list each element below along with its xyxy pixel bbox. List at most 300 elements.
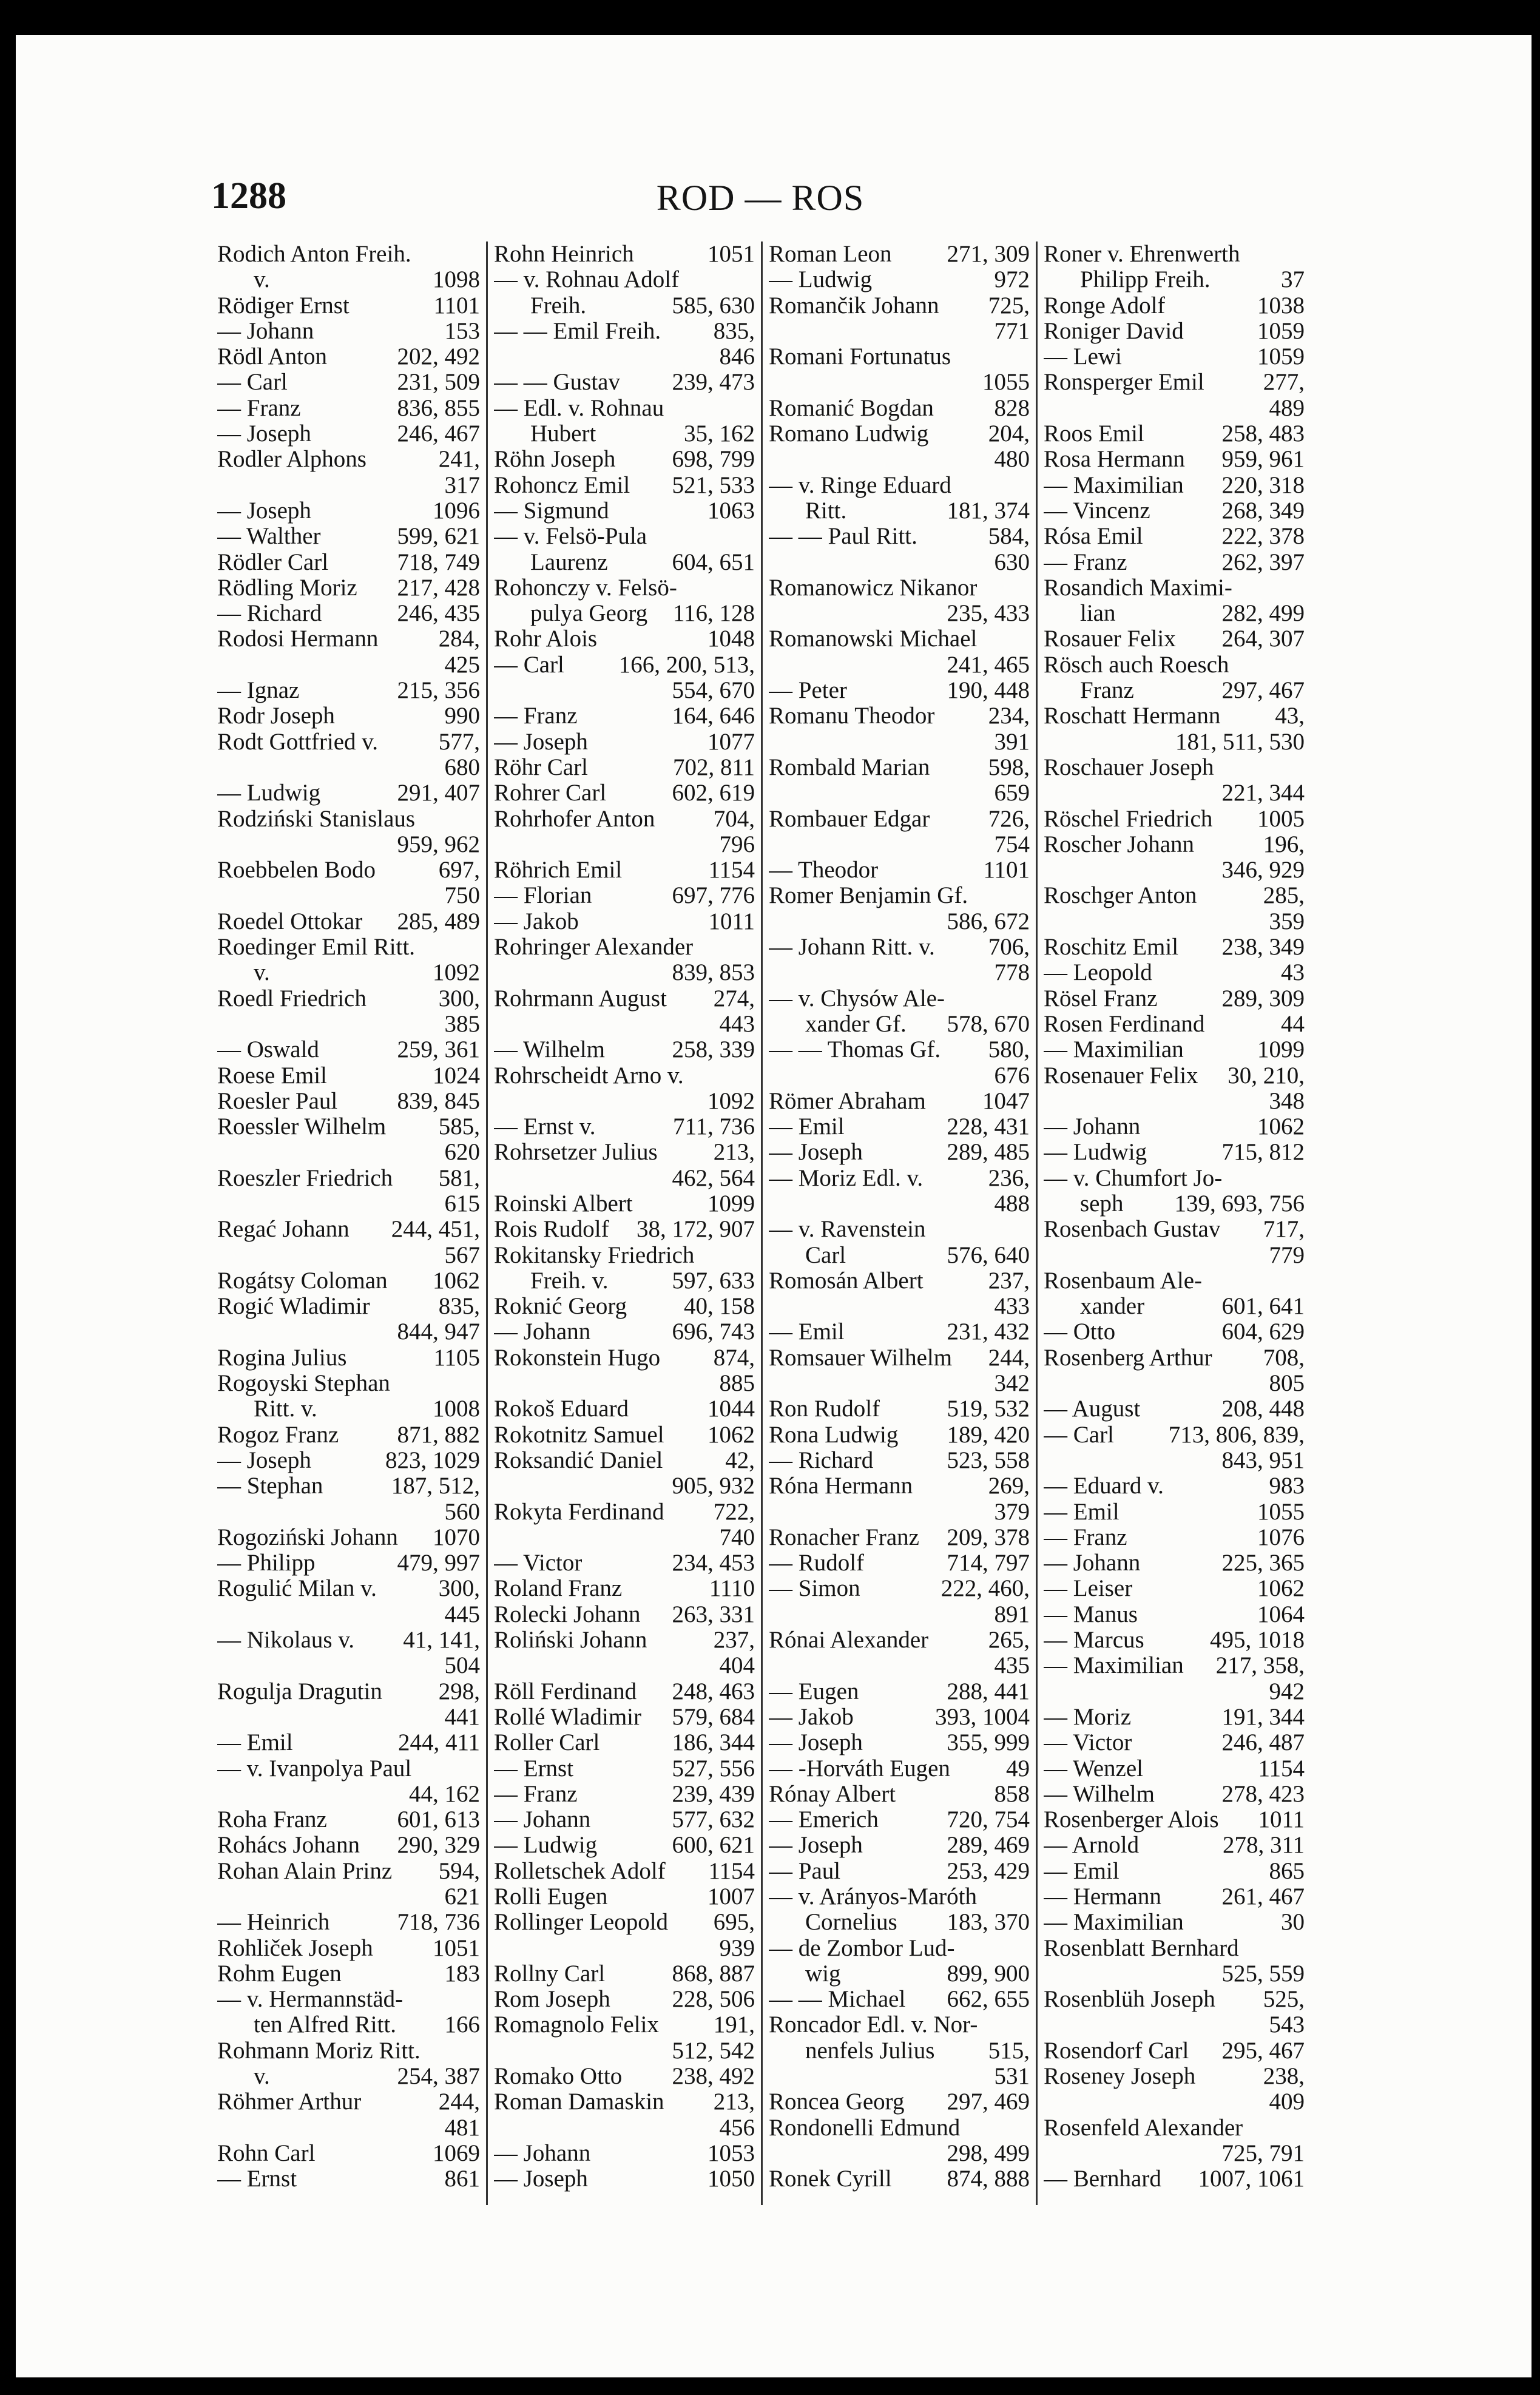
entry-page-refs: 300, <box>438 985 480 1012</box>
entry-name: Rösch auch Roesch <box>1044 652 1229 678</box>
index-entry-line <box>1044 447 1305 472</box>
entry-page-refs: 254, 387 <box>397 2064 480 2090</box>
index-entry-line <box>494 1371 755 1396</box>
entry-name: Regać Johann <box>217 1217 350 1243</box>
entry-page-refs: 239, 439 <box>672 1781 755 1807</box>
index-entry-line <box>769 1936 1030 1961</box>
entry-name: — Sigmund <box>494 498 609 524</box>
index-entry-line <box>769 1037 1030 1062</box>
entry-page-refs: 523, 558 <box>947 1447 1030 1473</box>
entry-name: Ronge Adolf <box>1044 292 1166 319</box>
entry-page-refs: 1062 <box>1257 1114 1305 1140</box>
index-entry-line <box>1044 1037 1305 1062</box>
entry-page-refs: 858 <box>994 1781 1030 1807</box>
index-entry-line <box>769 1191 1030 1217</box>
index-entry-line <box>217 242 480 267</box>
entry-page-refs: 263, 331 <box>672 1601 755 1627</box>
entry-name: Rohrhofer Anton <box>494 806 655 832</box>
entry-page-refs: 495, 1018 <box>1210 1627 1305 1654</box>
entry-page-refs: 488 <box>994 1191 1030 1217</box>
entry-page-refs: 585, 630 <box>672 292 755 319</box>
entry-name: Roebbelen Bodo <box>217 857 376 883</box>
index-entry-line <box>494 242 755 267</box>
index-entry-line <box>217 1833 480 1858</box>
entry-page-refs: 42, <box>725 1447 755 1473</box>
index-entry-line <box>1044 1833 1305 1858</box>
entry-name: Röhmer Arthur <box>217 2089 362 2115</box>
entry-name: Rosandich Maximi- <box>1044 575 1232 601</box>
index-entry-line <box>1044 1063 1305 1089</box>
entry-name: Ritt. v. <box>254 1396 317 1422</box>
entry-page-refs: 181, 374 <box>947 498 1030 524</box>
index-entry-line <box>494 2038 755 2064</box>
entry-name: Roman Leon <box>769 242 892 267</box>
entry-page-refs: 600, 621 <box>672 1833 755 1859</box>
index-entry-line <box>494 1499 755 1525</box>
index-entry-line <box>1044 1448 1305 1473</box>
entry-page-refs: 290, 329 <box>397 1833 480 1859</box>
entry-page-refs: 1044 <box>708 1396 755 1422</box>
entry-page-refs: 615 <box>444 1191 480 1217</box>
index-entry-line <box>769 1704 1030 1730</box>
entry-name: — Ludwig <box>494 1833 598 1859</box>
entry-page-refs: 1062 <box>708 1422 755 1448</box>
entry-name: Roinski Albert <box>494 1191 633 1217</box>
index-entry-line <box>217 729 480 755</box>
index-entry-line <box>769 2064 1030 2089</box>
index-entry-line <box>769 755 1030 780</box>
entry-page-refs: 1069 <box>433 2140 480 2166</box>
entry-page-refs: 1007, 1061 <box>1198 2166 1305 2192</box>
entry-page-refs: 225, 365 <box>1221 1550 1305 1576</box>
entry-name: — Joseph <box>217 421 311 447</box>
entry-page-refs: 891 <box>994 1601 1030 1627</box>
entry-name: Rollny Carl <box>494 1961 606 1987</box>
index-entry-line <box>494 344 755 370</box>
entry-name: Rosenblüh Joseph <box>1044 1987 1215 2013</box>
entry-page-refs: 342 <box>994 1371 1030 1397</box>
entry-name: — — Michael <box>769 1987 906 2013</box>
entry-page-refs: 289, 309 <box>1221 985 1305 1012</box>
index-entry-line <box>769 806 1030 832</box>
entry-page-refs: 601, 641 <box>1221 1294 1305 1320</box>
index-entry-line <box>217 626 480 652</box>
index-entry-line <box>217 1012 480 1037</box>
index-entry-line <box>494 1089 755 1114</box>
entry-name: — Emerich <box>769 1807 879 1833</box>
entry-page-refs: 696, 743 <box>672 1319 755 1345</box>
entry-page-refs: 899, 900 <box>947 1961 1030 1987</box>
entry-name: — Joseph <box>217 498 311 524</box>
index-entry-line <box>1044 421 1305 447</box>
entry-page-refs: 246, 467 <box>397 421 480 447</box>
entry-page-refs: 181, 511, 530 <box>1175 729 1305 755</box>
entry-page-refs: 871, 882 <box>397 1422 480 1448</box>
index-column-2 <box>486 242 761 2205</box>
index-entry-line <box>769 1807 1030 1833</box>
entry-name: — v. Hermannstäd- <box>217 1987 404 2013</box>
entry-name: — — Thomas Gf. <box>769 1037 941 1063</box>
entry-name: — Ernst v. <box>494 1114 596 1140</box>
page-header <box>211 175 1309 223</box>
entry-page-refs: 189, 420 <box>947 1422 1030 1448</box>
entry-name: Rombald Marian <box>769 754 930 780</box>
index-entry-line <box>1044 601 1305 626</box>
entry-name: Roner v. Ehrenwerth <box>1044 242 1240 267</box>
index-entry-line <box>494 319 755 344</box>
entry-name: Romosán Albert <box>769 1268 924 1294</box>
entry-name: Ronek Cyrill <box>769 2166 892 2192</box>
index-entry-line <box>494 524 755 549</box>
entry-page-refs: 1098 <box>433 267 480 293</box>
entry-page-refs: 288, 441 <box>947 1678 1030 1704</box>
entry-name: — Eugen <box>769 1678 859 1704</box>
entry-name: Röhr Carl <box>494 754 588 780</box>
index-entry-line <box>217 1371 480 1396</box>
entry-name: Rokonstein Hugo <box>494 1345 661 1371</box>
index-entry-line <box>1044 2166 1305 2192</box>
entry-name: Freih. <box>530 292 587 319</box>
entry-page-refs: 578, 670 <box>947 1011 1030 1037</box>
index-entry-line <box>494 1243 755 1268</box>
entry-page-refs: 278, 311 <box>1222 1833 1305 1859</box>
entry-name: Rosenbaum Ale- <box>1044 1268 1203 1294</box>
entry-name: Roncea Georg <box>769 2089 905 2115</box>
entry-name: Rolletschek Adolf <box>494 1858 666 1884</box>
entry-page-refs: 244, <box>988 1345 1030 1371</box>
entry-page-refs: 237, <box>988 1268 1030 1294</box>
index-entry-line <box>217 524 480 549</box>
entry-page-refs: 241, <box>438 447 480 473</box>
index-entry-line <box>494 473 755 498</box>
index-entry-line <box>1044 806 1305 832</box>
index-entry-line <box>494 678 755 703</box>
entry-page-refs: 289, 469 <box>947 1833 1030 1859</box>
index-entry-line <box>769 447 1030 472</box>
index-entry-line <box>217 1037 480 1062</box>
entry-name: Rombauer Edgar <box>769 806 930 832</box>
entry-page-refs: 289, 485 <box>947 1140 1030 1166</box>
entry-page-refs: 41, 141, <box>403 1627 480 1654</box>
entry-page-refs: 166, 200, 513, <box>618 652 755 678</box>
entry-page-refs: 489 <box>1269 395 1305 421</box>
index-entry-line <box>769 1884 1030 1910</box>
index-entry-line <box>217 780 480 806</box>
entry-name: Roschger Anton <box>1044 883 1197 909</box>
index-entry-line <box>494 1063 755 1089</box>
index-entry-line <box>217 550 480 575</box>
entry-name: Rosenberger Alois <box>1044 1807 1219 1833</box>
entry-page-refs: 222, 460, <box>941 1576 1030 1602</box>
entry-name: Roedl Friedrich <box>217 985 366 1012</box>
entry-page-refs: 939 <box>719 1935 755 1961</box>
entry-page-refs: 355, 999 <box>947 1730 1030 1756</box>
index-entry-line <box>494 1807 755 1833</box>
index-entry-line <box>1044 1679 1305 1704</box>
index-entry-line <box>217 960 480 985</box>
entry-page-refs: 456 <box>719 2115 755 2141</box>
index-entry-line <box>1044 1140 1305 1165</box>
index-entry-line <box>769 1166 1030 1191</box>
index-entry-line <box>494 293 755 319</box>
index-entry-line <box>1044 498 1305 524</box>
index-entry-line <box>769 2141 1030 2166</box>
entry-page-refs: 38, 172, 907 <box>637 1217 755 1243</box>
index-entry-line <box>494 1884 755 1910</box>
entry-name: — Emil <box>769 1114 845 1140</box>
entry-name: Rosauer Felix <box>1044 626 1176 652</box>
entry-page-refs: 238, 492 <box>672 2064 755 2090</box>
index-entry-line <box>1044 1653 1305 1678</box>
index-entry-line <box>1044 1627 1305 1653</box>
index-entry-line <box>217 1782 480 1807</box>
entry-page-refs: 711, 736 <box>672 1114 755 1140</box>
entry-name: — Philipp <box>217 1550 316 1576</box>
entry-page-refs: 209, 378 <box>947 1524 1030 1550</box>
entry-page-refs: 580, <box>988 1037 1030 1063</box>
index-entry-line <box>494 1576 755 1601</box>
index-entry-line <box>217 1499 480 1525</box>
index-entry-line <box>217 1268 480 1294</box>
entry-page-refs: 599, 621 <box>397 524 480 550</box>
entry-name: — Eduard v. <box>1044 1473 1164 1499</box>
entry-page-refs: 291, 407 <box>397 780 480 806</box>
index-columns <box>211 242 1311 2205</box>
entry-name: Rodr Joseph <box>217 703 335 729</box>
entry-page-refs: 213, <box>713 2089 755 2115</box>
entry-name: Rosenblatt Bernhard <box>1044 1935 1239 1961</box>
entry-name: — Johann <box>494 1319 591 1345</box>
entry-page-refs: 258, 483 <box>1221 421 1305 447</box>
index-entry-line <box>217 1884 480 1910</box>
index-entry-line <box>1044 1396 1305 1422</box>
entry-page-refs: 282, 499 <box>1221 601 1305 627</box>
index-entry-line <box>1044 626 1305 652</box>
index-entry-line <box>1044 986 1305 1012</box>
entry-page-refs: 865 <box>1269 1858 1305 1884</box>
index-entry-line <box>769 1602 1030 1627</box>
index-entry-line <box>217 652 480 678</box>
index-entry-line <box>1044 755 1305 780</box>
entry-page-refs: 525, <box>1263 1987 1305 2013</box>
entry-name: Rohliček Joseph <box>217 1935 373 1961</box>
entry-name: — Carl <box>1044 1422 1114 1448</box>
entry-page-refs: 1110 <box>709 1576 755 1602</box>
entry-page-refs: 1064 <box>1257 1601 1305 1627</box>
index-entry-line <box>1044 1166 1305 1191</box>
entry-page-refs: 554, 670 <box>672 678 755 704</box>
running-head: ROD — ROS <box>656 178 865 218</box>
entry-name: — Joseph <box>217 1447 311 1473</box>
entry-name: Rolli Eugen <box>494 1884 608 1910</box>
index-entry-line <box>494 1833 755 1858</box>
entry-page-refs: 1154 <box>1258 1755 1305 1782</box>
entry-name: — Johann <box>494 2140 591 2166</box>
entry-name: — de Zombor Lud- <box>769 1935 955 1961</box>
entry-page-refs: 234, 453 <box>672 1550 755 1576</box>
entry-name: Roliński Johann <box>494 1627 647 1654</box>
index-entry-line <box>1044 370 1305 395</box>
entry-page-refs: 246, 487 <box>1221 1730 1305 1756</box>
entry-page-refs: 183 <box>444 1961 480 1987</box>
index-entry-line <box>494 1217 755 1242</box>
entry-name: Roksandić Daniel <box>494 1447 663 1473</box>
entry-page-refs: 238, 349 <box>1221 934 1305 961</box>
entry-name: Rodosi Hermann <box>217 626 379 652</box>
index-entry-line <box>217 703 480 729</box>
index-entry-line <box>769 1961 1030 1987</box>
index-entry-line <box>494 1473 755 1499</box>
entry-page-refs: 346, 929 <box>1221 857 1305 883</box>
entry-name: Rodler Alphons <box>217 447 366 473</box>
entry-name: Rohrer Carl <box>494 780 607 806</box>
entry-page-refs: 43, <box>1275 703 1305 729</box>
index-entry-line <box>1044 1961 1305 1987</box>
entry-page-refs: 527, 556 <box>672 1755 755 1782</box>
index-entry-line <box>217 1089 480 1114</box>
entry-page-refs: 576, 640 <box>947 1242 1030 1268</box>
entry-name: — v. Chysów Ale- <box>769 985 945 1012</box>
entry-name: Röschel Friedrich <box>1044 806 1213 832</box>
entry-page-refs: 676 <box>994 1062 1030 1089</box>
entry-name: Rom Joseph <box>494 1987 610 2013</box>
index-entry-line <box>769 550 1030 575</box>
index-entry-line <box>1044 2038 1305 2064</box>
entry-page-refs: 153 <box>444 318 480 344</box>
entry-page-refs: 228, 431 <box>947 1114 1030 1140</box>
index-entry-line <box>769 1371 1030 1396</box>
index-entry-line <box>1044 319 1305 344</box>
entry-name: Rogulić Milan v. <box>217 1576 377 1602</box>
index-entry-line <box>1044 780 1305 806</box>
entry-page-refs: 480 <box>994 447 1030 473</box>
index-entry-line <box>769 498 1030 524</box>
index-entry-line <box>217 1602 480 1627</box>
entry-page-refs: 268, 349 <box>1221 498 1305 524</box>
entry-name: — Joseph <box>494 2166 588 2192</box>
index-entry-line <box>769 1268 1030 1294</box>
entry-name: ten Alfred Ritt. <box>254 2012 397 2038</box>
entry-name: — v. Arányos-Maróth <box>769 1884 978 1910</box>
entry-page-refs: 262, 397 <box>1221 549 1305 575</box>
entry-name: Roeszler Friedrich <box>217 1165 393 1191</box>
index-entry-line <box>217 575 480 601</box>
entry-name: Rödiger Ernst <box>217 292 350 319</box>
entry-name: Roschitz Emil <box>1044 934 1179 961</box>
entry-name: — Lewi <box>1044 344 1122 370</box>
index-entry-line <box>217 883 480 908</box>
entry-name: — Emil <box>1044 1499 1120 1525</box>
index-entry-line <box>494 883 755 908</box>
index-entry-line <box>494 1294 755 1319</box>
entry-name: — Franz <box>1044 549 1127 575</box>
index-entry-line <box>494 2012 755 2038</box>
entry-page-refs: 234, <box>988 703 1030 729</box>
entry-page-refs: 1059 <box>1257 318 1305 344</box>
index-entry-line <box>769 2038 1030 2064</box>
entry-page-refs: 481 <box>444 2115 480 2141</box>
entry-name: Rosendorf Carl <box>1044 2038 1189 2064</box>
entry-page-refs: 348 <box>1269 1088 1305 1114</box>
entry-page-refs: 697, <box>438 857 480 883</box>
entry-page-refs: 274, <box>713 985 755 1012</box>
entry-page-refs: 244, <box>438 2089 480 2115</box>
index-entry-line <box>1044 473 1305 498</box>
index-entry-line <box>769 1859 1030 1884</box>
entry-name: pulya Georg <box>530 601 648 627</box>
index-entry-line <box>769 2012 1030 2038</box>
entry-name: — Peter <box>769 678 847 704</box>
entry-name: — Wilhelm <box>494 1037 605 1063</box>
index-entry-line <box>217 344 480 370</box>
entry-page-refs: 217, 428 <box>397 575 480 601</box>
index-entry-line <box>494 1422 755 1448</box>
page-number: 1288 <box>211 175 286 217</box>
entry-name: Carl <box>805 1242 846 1268</box>
entry-name: Rosenfeld Alexander <box>1044 2115 1243 2141</box>
index-entry-line <box>1044 242 1305 267</box>
index-entry-line <box>217 421 480 447</box>
index-entry-line <box>769 1499 1030 1525</box>
entry-page-refs: 1050 <box>708 2166 755 2192</box>
index-entry-line <box>1044 1525 1305 1550</box>
entry-name: — Franz <box>217 395 301 421</box>
entry-name: Rödler Carl <box>217 549 329 575</box>
index-entry-line <box>769 396 1030 421</box>
entry-page-refs: 796 <box>719 831 755 857</box>
entry-name: Philipp Freih. <box>1080 267 1211 293</box>
index-entry-line <box>494 1140 755 1165</box>
index-entry-line <box>494 1191 755 1217</box>
index-entry-line <box>769 1217 1030 1242</box>
entry-page-refs: 874, <box>713 1345 755 1371</box>
entry-name: Franz <box>1080 678 1134 704</box>
index-entry-line <box>217 2166 480 2192</box>
entry-name: Rodt Gottfried v. <box>217 729 379 755</box>
entry-name: — Oswald <box>217 1037 319 1063</box>
entry-name: Rohn Heinrich <box>494 242 634 267</box>
index-entry-line <box>769 370 1030 395</box>
entry-name: Roland Franz <box>494 1576 623 1602</box>
index-entry-line <box>769 1448 1030 1473</box>
index-entry-line <box>217 1345 480 1371</box>
entry-name: Rodich Anton Freih. <box>217 242 411 267</box>
entry-name: Roknić Georg <box>494 1294 627 1320</box>
entry-page-refs: 602, 619 <box>672 780 755 806</box>
entry-page-refs: 839, 853 <box>672 960 755 986</box>
entry-page-refs: 231, 432 <box>947 1319 1030 1345</box>
index-entry-line <box>494 1679 755 1704</box>
entry-page-refs: 300, <box>438 1576 480 1602</box>
index-entry-line <box>1044 1807 1305 1833</box>
index-entry-line <box>769 1833 1030 1858</box>
entry-name: Rohan Alain Prinz <box>217 1858 393 1884</box>
entry-name: Roschatt Hermann <box>1044 703 1221 729</box>
entry-page-refs: 1063 <box>708 498 755 524</box>
index-entry-line <box>1044 1499 1305 1525</box>
index-entry-line <box>1044 1191 1305 1217</box>
index-entry-line <box>494 1602 755 1627</box>
entry-name: — Nikolaus v. <box>217 1627 355 1654</box>
entry-page-refs: 1092 <box>708 1088 755 1114</box>
index-entry-line <box>1044 1371 1305 1396</box>
index-entry-line <box>494 1448 755 1473</box>
entry-name: — Otto <box>1044 1319 1116 1345</box>
index-entry-line <box>769 1396 1030 1422</box>
index-entry-line <box>494 1704 755 1730</box>
index-entry-line <box>1044 1243 1305 1268</box>
index-entry-line <box>217 1473 480 1499</box>
